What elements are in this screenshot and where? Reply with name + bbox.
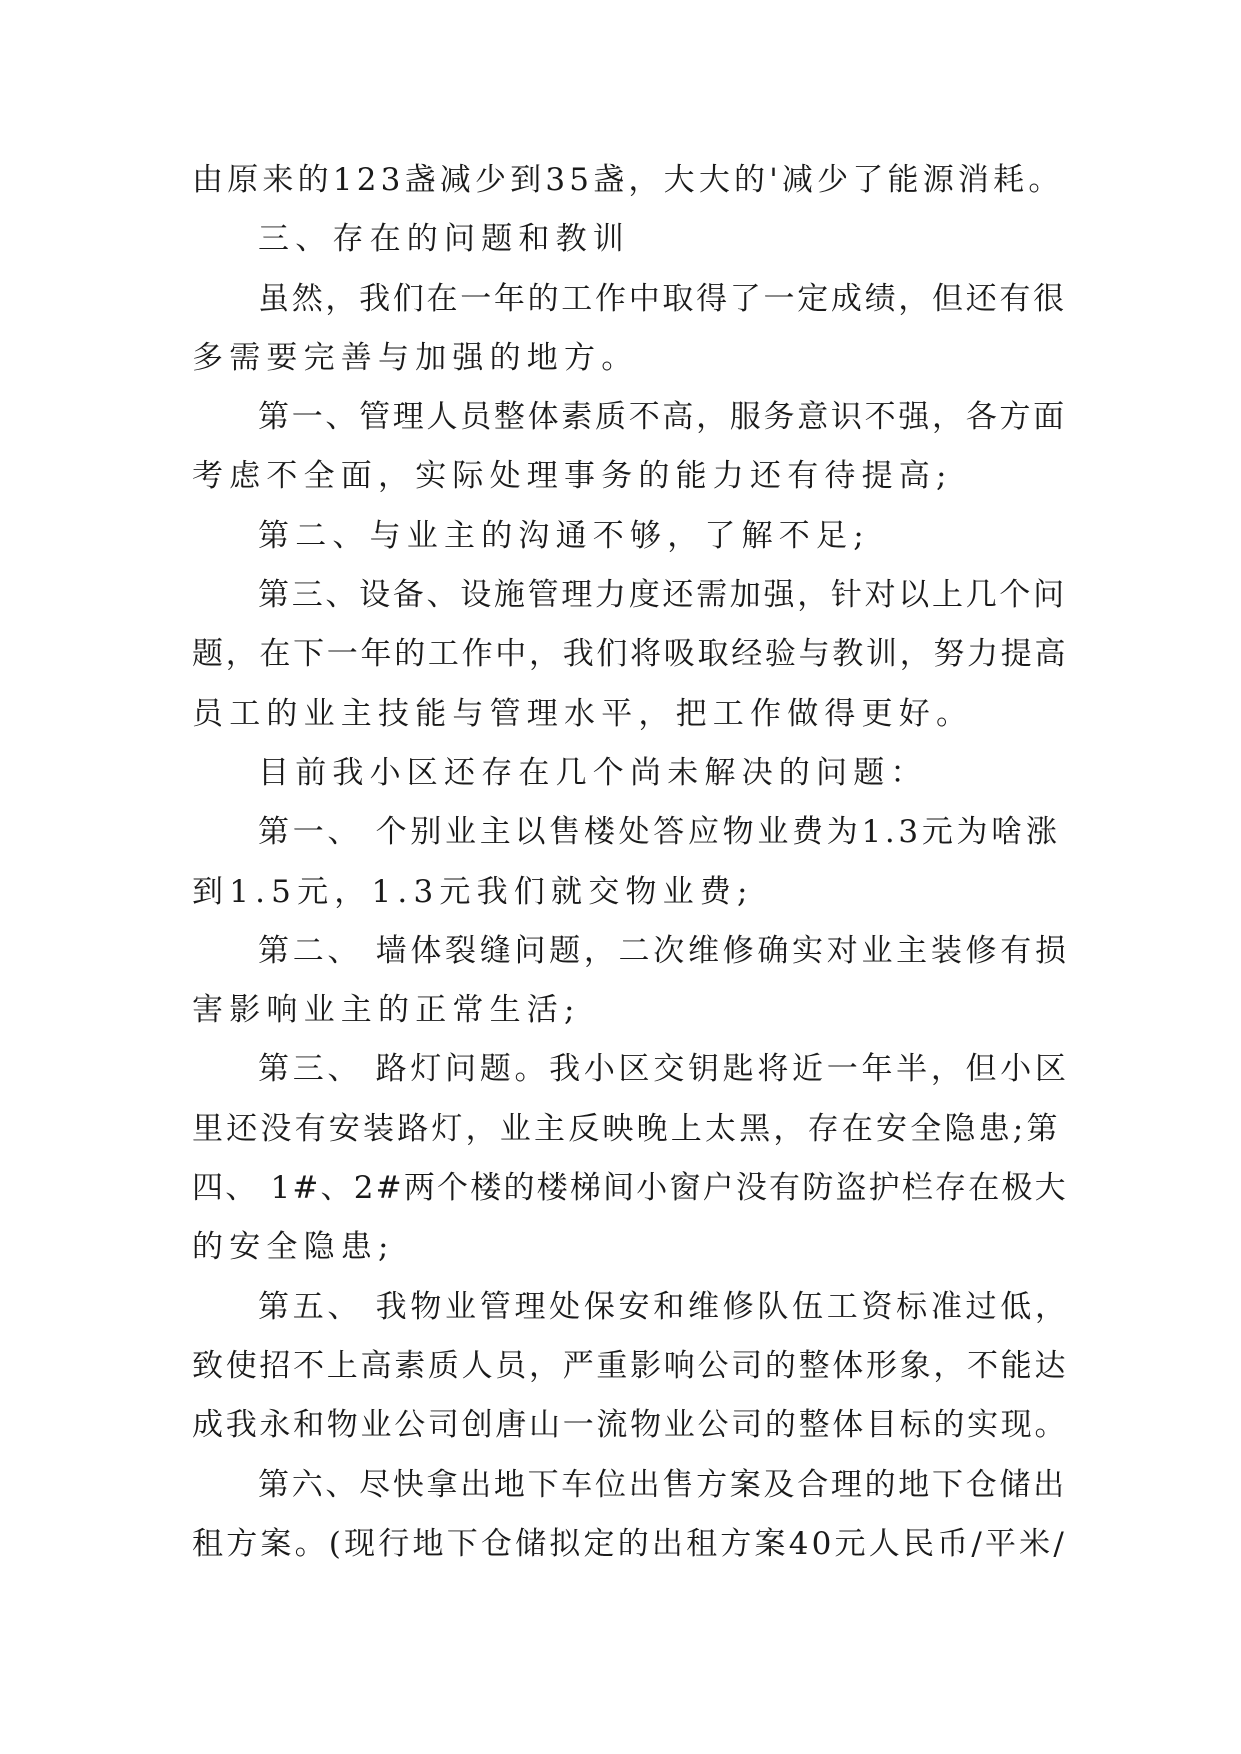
document-line: 到1.5元，1.3元我们就交物业费; — [192, 873, 754, 910]
document-line: 第一、 个别业主以售楼处答应物业费为1.3元为啥涨 — [258, 814, 1061, 851]
document-line: 第二、与业主的沟通不够，了解不足; — [258, 517, 870, 554]
document-line: 第三、 路灯问题。我小区交钥匙将近一年半，但小区 — [258, 1051, 1070, 1088]
document-line: 第五、 我物业管理处保安和维修队伍工资标准过低， — [258, 1288, 1070, 1325]
document-line: 致使招不上高素质人员，严重影响公司的整体形象，不能达 — [192, 1347, 1069, 1384]
document-line: 成我永和物业公司创唐山一流物业公司的整体目标的实现。 — [192, 1407, 1069, 1444]
document-line: 里还没有安装路灯，业主反映晚上太黑，存在安全隐患;第 — [192, 1110, 1061, 1147]
document-line: 第六、尽快拿出地下车位出售方案及合理的地下仓储出 — [258, 1466, 1067, 1503]
document-body — [192, 151, 1072, 1574]
document-line: 四、 1#、2#两个楼的楼梯间小窗户没有防盗护栏存在极大 — [192, 1170, 1068, 1207]
document-line: 题，在下一年的工作中，我们将吸取经验与教训，努力提高 — [192, 636, 1069, 673]
document-line: 第三、设备、设施管理力度还需加强，针对以上几个问 — [258, 577, 1067, 614]
document-line: 多需要完善与加强的地方。 — [192, 339, 639, 376]
document-line: 考虑不全面，实际处理事务的能力还有待提高; — [192, 458, 953, 495]
document-line: 第一、管理人员整体素质不高，服务意识不强，各方面 — [258, 399, 1067, 436]
document-line: 目前我小区还存在几个尚未解决的问题： — [258, 754, 928, 791]
document-line: 虽然，我们在一年的工作中取得了一定成绩，但还有很 — [258, 280, 1067, 317]
document-line: 害影响业主的正常生活; — [192, 992, 581, 1029]
document-line: 的安全隐患; — [192, 1229, 395, 1266]
document-line: 第二、 墙体裂缝问题，二次维修确实对业主装修有损 — [258, 932, 1070, 969]
document-line: 由原来的123盏减少到35盏，大大的'减少了能源消耗。 — [192, 162, 1064, 198]
document-line: 三、存在的问题和教训 — [258, 221, 630, 258]
document-line: 员工的业主技能与管理水平，把工作做得更好。 — [192, 695, 974, 732]
document-line: 租方案。(现行地下仓储拟定的出租方案40元人民币/平米/ — [192, 1525, 1068, 1562]
